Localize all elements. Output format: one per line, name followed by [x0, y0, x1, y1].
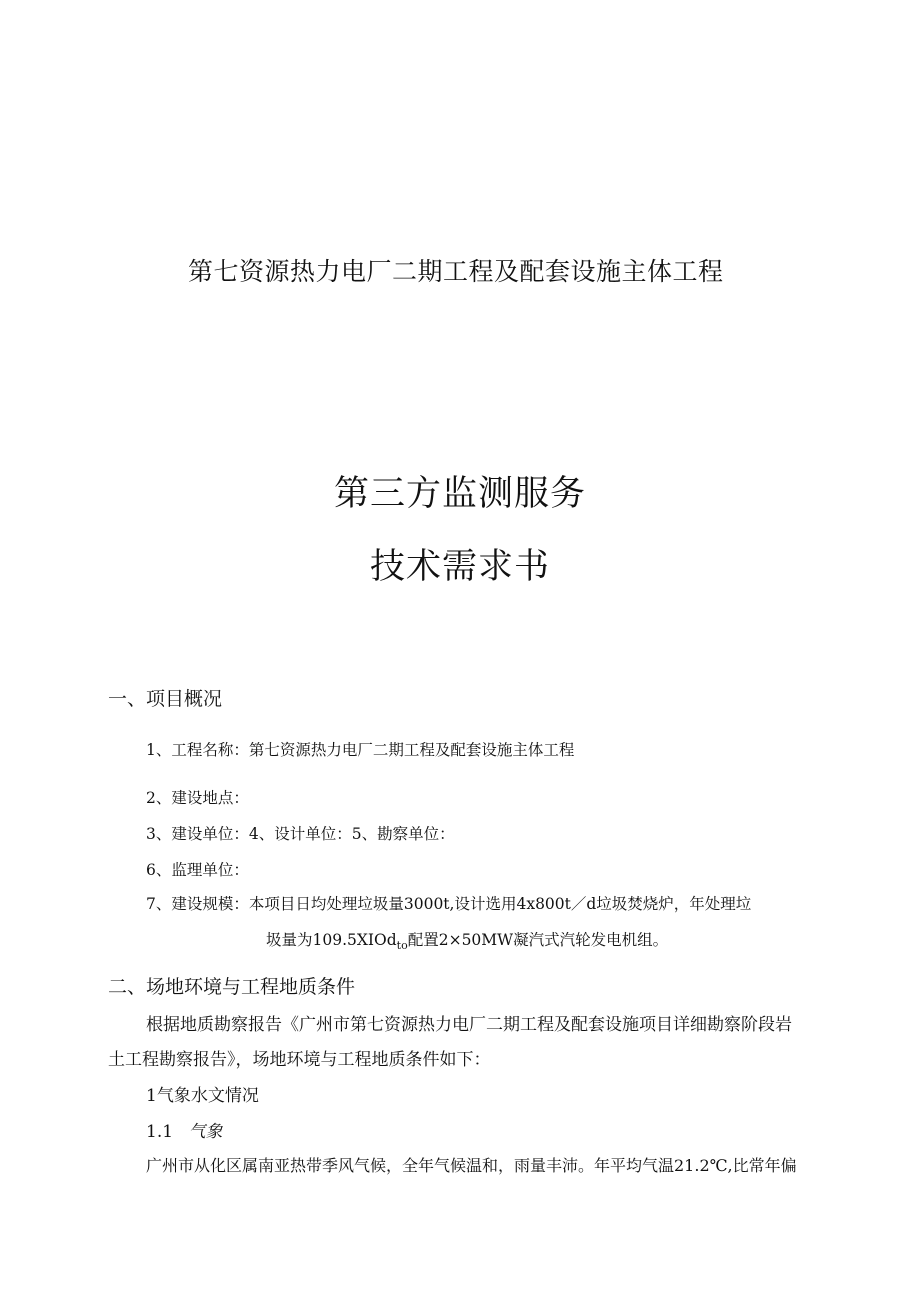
subheading-1-1-title: 气象	[188, 1122, 223, 1142]
item-scale: 7、建设规模：本项目日均处理垃圾量3000t,设计选用4x800t／d垃圾焚烧炉，年处理垃	[146, 895, 752, 913]
scale-cont-text: 圾量为109.5XIOd	[266, 931, 397, 949]
subheading-1-1	[146, 1117, 222, 1142]
paragraph-line1: 根据地质勘察报告《广州市第七资源热力电厂二期工程及配套设施项目详细勘察阶段岩	[146, 1015, 792, 1035]
item-scale-continued	[266, 928, 668, 952]
main-title-line2: 技术需求书	[369, 547, 550, 587]
project-title: 第七资源热力电厂二期工程及配套设施主体工程	[188, 257, 724, 286]
scale-cont-subscript: to	[396, 939, 408, 952]
item-project-name: 1、工程名称：第七资源热力电厂二期工程及配套设施主体工程	[146, 741, 575, 759]
paragraph-line2: 土工程勘察报告》，场地环境与工程地质条件如下：	[108, 1050, 491, 1070]
subheading-1: 1气象水文情况	[146, 1086, 259, 1106]
paragraph-climate: 广州市从化区属南亚热带季风气候，全年气候温和，雨量丰沛。年平均气温21.2℃,比常年偏	[146, 1156, 797, 1175]
scale-cont-text-end: 配置2×50MW凝汽式汽轮发电机组。	[407, 931, 669, 949]
section1-heading: 一、项目概况	[108, 688, 223, 710]
item-supervision: 6、监理单位：	[146, 861, 249, 879]
item-units: 3、建设单位：4、设计单位：5、勘察单位：	[146, 825, 455, 843]
section2-heading: 二、场地环境与工程地质条件	[108, 976, 356, 998]
main-title-line1: 第三方监测服务	[333, 474, 586, 514]
subheading-1-1-number: 1.1	[146, 1122, 174, 1142]
item-location: 2、建设地点：	[146, 789, 249, 807]
